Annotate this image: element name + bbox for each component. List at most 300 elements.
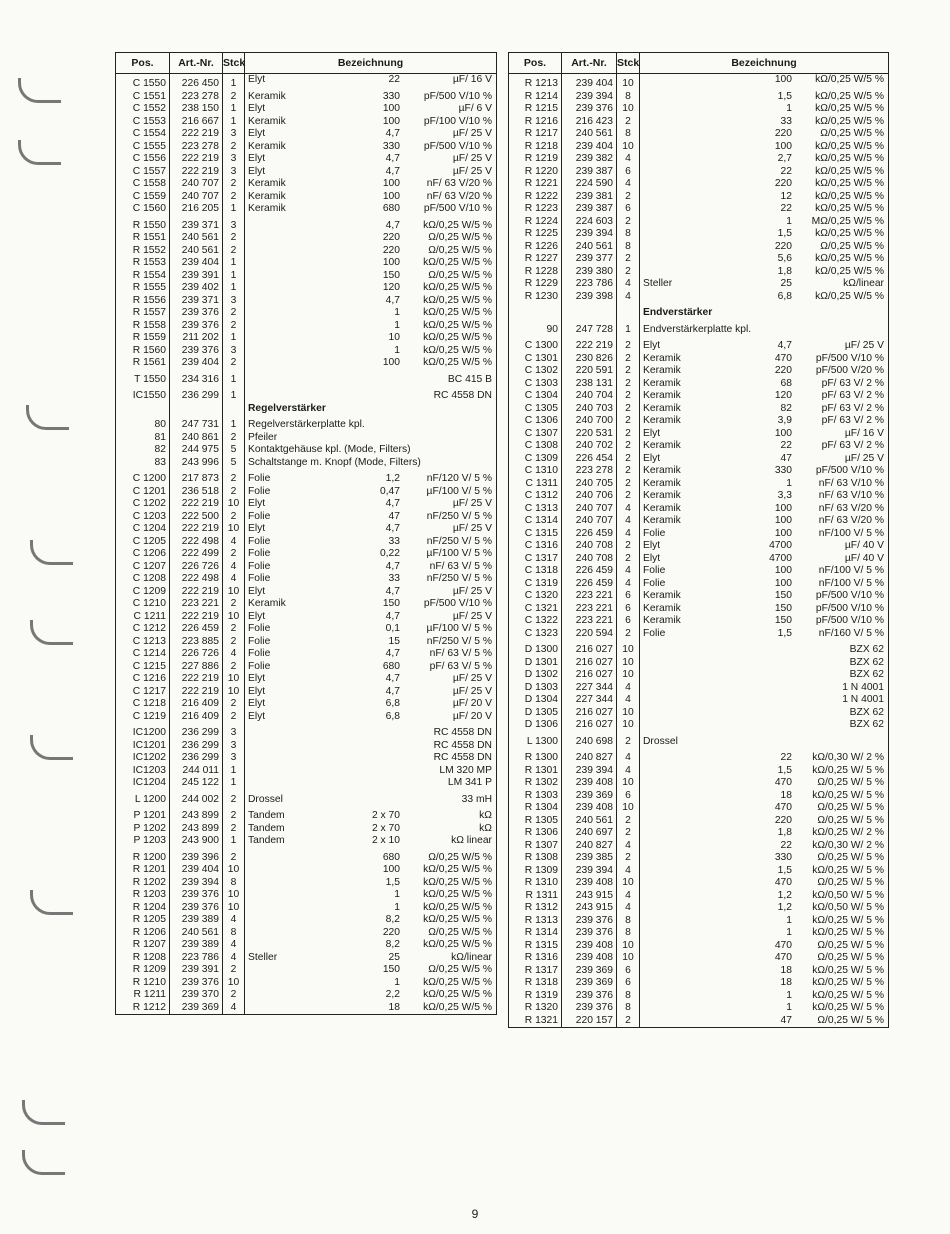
part-unit: nF/100 V/ 5 % [818, 577, 884, 589]
table-row [116, 282, 497, 295]
table-row [509, 403, 889, 416]
description-cell [245, 686, 497, 699]
quantity-cell: 4 [223, 914, 245, 927]
art-nr-cell: 211 202 [170, 332, 223, 345]
art-nr-cell: 220 531 [562, 428, 617, 441]
pos-cell: 80 [116, 419, 170, 432]
art-nr-cell: 226 726 [170, 561, 223, 574]
quantity-cell: 10 [617, 669, 640, 682]
part-type: Keramik [643, 390, 681, 401]
description-cell [245, 927, 497, 940]
part-value: 100 [774, 502, 792, 514]
description-cell [245, 777, 497, 790]
description-cell [245, 611, 497, 624]
description-cell [245, 711, 497, 724]
part-designation: 1 N 4001 [842, 694, 884, 705]
part-designation: BZX 62 [849, 656, 884, 668]
part-type: Folie [248, 648, 271, 659]
art-nr-cell: 239 408 [562, 940, 617, 953]
quantity-cell: 2 [617, 415, 640, 428]
part-unit: kΩ [479, 810, 492, 821]
art-nr-cell: 227 886 [170, 661, 223, 674]
description-cell [640, 682, 889, 695]
part-unit: kΩ [479, 822, 492, 834]
art-nr-cell: 243 900 [170, 835, 223, 848]
art-nr-cell: 226 450 [170, 74, 223, 91]
art-nr-cell: 239 371 [170, 220, 223, 233]
table-row [116, 586, 497, 599]
table-row [509, 266, 889, 279]
art-nr-cell: 239 369 [562, 965, 617, 978]
quantity-cell: 8 [617, 990, 640, 1003]
quantity-cell: 10 [617, 940, 640, 953]
table-header-row [116, 53, 497, 74]
pos-cell: R 1224 [509, 216, 562, 229]
description-cell [640, 378, 889, 391]
part-type: Kontaktgehäuse kpl. (Mode, Filters) [248, 444, 411, 455]
part-unit: Ω/0,25 W/ 5 % [817, 852, 884, 863]
quantity-cell: 4 [617, 528, 640, 541]
part-value: 1 [786, 914, 792, 926]
part-unit: kΩ/0,25 W/5 % [423, 307, 492, 318]
pos-cell: R 1213 [509, 74, 562, 91]
description-cell [245, 178, 497, 191]
quantity-cell: 4 [617, 503, 640, 516]
quantity-cell: 1 [223, 777, 245, 790]
description-cell [640, 415, 889, 428]
description-cell [245, 91, 497, 104]
description-cell [245, 752, 497, 765]
part-type: Keramik [643, 415, 681, 426]
table-row [116, 711, 497, 724]
description-cell [245, 307, 497, 320]
description-cell [245, 332, 497, 345]
description-cell [245, 548, 497, 561]
binder-hole-mark [26, 405, 69, 430]
art-nr-cell: 240 561 [170, 245, 223, 258]
part-type: Elyt [248, 610, 266, 622]
art-nr-cell: 239 385 [562, 852, 617, 865]
part-type: Keramik [643, 440, 681, 451]
part-unit: kΩ/0,25 W/5 % [815, 190, 884, 202]
description-cell [640, 777, 889, 790]
part-unit: pF/ 63 V/ 2 % [821, 440, 884, 451]
table-row [509, 578, 889, 591]
quantity-cell: 4 [617, 278, 640, 291]
pos-cell: IC1201 [116, 740, 170, 753]
art-nr-cell: 240 707 [562, 503, 617, 516]
description-cell [640, 166, 889, 179]
description-cell [245, 166, 497, 179]
header-pos: Pos. [509, 53, 562, 74]
pos-cell: R 1317 [509, 965, 562, 978]
art-nr-cell: 226 459 [562, 565, 617, 578]
header-pos: Pos. [116, 53, 170, 74]
part-designation: BZX 62 [849, 719, 884, 730]
quantity-cell: 10 [617, 141, 640, 154]
part-unit: kΩ/0,25 W/ 5 % [812, 789, 884, 801]
pos-cell: R 1302 [509, 777, 562, 790]
pos-cell: C 1305 [509, 403, 562, 416]
pos-cell: 83 [116, 457, 170, 470]
part-unit: pF/500 V/10 % [423, 203, 492, 214]
table-row [116, 178, 497, 191]
pos-cell: C 1559 [116, 191, 170, 204]
quantity-cell: 10 [223, 977, 245, 990]
quantity-cell: 4 [617, 840, 640, 853]
part-value: 1,2 [777, 889, 792, 901]
pos-cell: R 1207 [116, 939, 170, 952]
table-row [509, 603, 889, 616]
filler-cell [562, 1027, 617, 1028]
pos-cell: R 1311 [509, 890, 562, 903]
art-nr-cell: 222 500 [170, 511, 223, 524]
description-cell [245, 270, 497, 283]
art-nr-cell: 239 376 [562, 915, 617, 928]
part-type: Elyt [643, 452, 661, 464]
filler-cell [617, 1027, 640, 1028]
pos-cell: R 1203 [116, 889, 170, 902]
description-cell [245, 444, 497, 457]
quantity-cell: 4 [617, 865, 640, 878]
quantity-cell: 4 [617, 890, 640, 903]
table-row [509, 952, 889, 965]
part-unit: kΩ/0,25 W/5 % [815, 90, 884, 102]
table-row [509, 178, 889, 191]
pos-cell: R 1312 [509, 902, 562, 915]
part-type: Elyt [248, 523, 266, 534]
pos-cell: R 1218 [509, 141, 562, 154]
art-nr-cell: 238 150 [170, 103, 223, 116]
description-cell [640, 977, 889, 990]
pos-cell: C 1320 [509, 590, 562, 603]
part-unit: kΩ/0,25 W/ 5 % [812, 989, 884, 1001]
quantity-cell: 3 [223, 727, 245, 740]
part-unit: µF/ 20 V [452, 698, 492, 709]
pos-cell [509, 307, 562, 320]
art-nr-cell: 223 278 [562, 465, 617, 478]
quantity-cell: 2 [617, 827, 640, 840]
description-cell [245, 573, 497, 586]
quantity-cell: 6 [617, 603, 640, 616]
art-nr-cell: 239 408 [562, 777, 617, 790]
part-value: 4,7 [385, 685, 400, 697]
quantity-cell: 2 [223, 711, 245, 724]
description-cell [245, 282, 497, 295]
description-cell [245, 523, 497, 536]
art-nr-cell: 222 219 [562, 340, 617, 353]
description-cell [245, 74, 497, 91]
quantity-cell: 2 [223, 810, 245, 823]
table-row [116, 902, 497, 915]
description-cell [245, 889, 497, 902]
quantity-cell: 10 [223, 864, 245, 877]
pos-cell: C 1216 [116, 673, 170, 686]
quantity-cell: 8 [617, 927, 640, 940]
part-designation: RC 4558 DN [433, 390, 492, 401]
table-row [116, 74, 497, 91]
part-value: 68 [780, 377, 792, 389]
quantity-cell: 1 [223, 374, 245, 387]
part-type: Folie [248, 485, 271, 497]
pos-cell: C 1323 [509, 628, 562, 641]
description-cell [245, 623, 497, 636]
quantity-cell: 2 [223, 964, 245, 977]
art-nr-cell: 239 380 [562, 266, 617, 279]
part-unit: µF/ 25 V [452, 585, 492, 597]
description-cell [640, 590, 889, 603]
art-nr-cell: 240 561 [170, 232, 223, 245]
table-row [116, 91, 497, 104]
part-designation: BZX 62 [849, 644, 884, 655]
part-unit: Ω/0,25 W/5 % [428, 269, 492, 281]
quantity-cell: 2 [223, 598, 245, 611]
part-value: 4,7 [385, 610, 400, 622]
pos-cell: R 1558 [116, 320, 170, 333]
part-value: 22 [780, 165, 792, 177]
quantity-cell: 8 [617, 228, 640, 241]
table-row [116, 320, 497, 333]
header-bezeichnung: Bezeichnung [640, 53, 889, 74]
part-type: Drossel [248, 793, 283, 805]
header-stck: Stck [223, 53, 245, 74]
quantity-cell: 1 [223, 203, 245, 216]
part-value: 100 [382, 864, 400, 875]
quantity-cell: 3 [223, 153, 245, 166]
table-row [116, 939, 497, 952]
pos-cell: C 1208 [116, 573, 170, 586]
part-unit: pF/ 63 V/ 2 % [821, 415, 884, 426]
description-cell [640, 752, 889, 765]
pos-cell: R 1226 [509, 241, 562, 254]
part-value: 8,2 [385, 914, 400, 925]
part-type: Folie [248, 560, 271, 572]
pos-cell: D 1301 [509, 657, 562, 670]
quantity-cell: 4 [617, 515, 640, 528]
art-nr-cell: 240 707 [170, 178, 223, 191]
art-nr-cell: 239 376 [562, 990, 617, 1003]
art-nr-cell: 223 278 [170, 91, 223, 104]
part-unit: kΩ/0,25 W/5 % [423, 889, 492, 900]
art-nr-cell: 227 344 [562, 694, 617, 707]
part-value: 220 [774, 814, 792, 826]
quantity-cell: 2 [223, 320, 245, 333]
pos-cell: C 1313 [509, 503, 562, 516]
part-value: 1,2 [385, 473, 400, 484]
description-cell [640, 216, 889, 229]
part-value: 2 x 70 [371, 810, 400, 821]
pos-cell: R 1550 [116, 220, 170, 233]
part-value: 2 x 70 [371, 822, 400, 834]
quantity-cell: 2 [223, 473, 245, 486]
art-nr-cell: 243 915 [562, 890, 617, 903]
table-row [509, 74, 889, 91]
art-nr-cell: 222 219 [170, 166, 223, 179]
part-value: 4,7 [385, 294, 400, 306]
art-nr-cell: 240 705 [562, 478, 617, 491]
pos-cell: R 1227 [509, 253, 562, 266]
description-cell [640, 657, 889, 670]
description-cell [245, 403, 497, 416]
pos-cell: R 1560 [116, 345, 170, 358]
pos-cell: R 1222 [509, 191, 562, 204]
part-unit: kΩ/0,25 W/5 % [423, 914, 492, 925]
description-cell [245, 498, 497, 511]
part-unit: kΩ/0,25 W/5 % [815, 228, 884, 239]
description-cell [640, 428, 889, 441]
quantity-cell: 10 [617, 719, 640, 732]
quantity-cell: 1 [223, 282, 245, 295]
art-nr-cell: 223 786 [170, 952, 223, 965]
table-row [116, 357, 497, 370]
description-cell [245, 977, 497, 990]
part-unit: Ω/0,25 W/ 5 % [817, 814, 884, 826]
pos-cell: R 1314 [509, 927, 562, 940]
part-type: Drossel [643, 735, 678, 747]
art-nr-cell [562, 307, 617, 320]
table-row [116, 765, 497, 778]
quantity-cell: 4 [617, 902, 640, 915]
art-nr-cell: 216 027 [562, 657, 617, 670]
part-value: 680 [382, 203, 400, 214]
part-unit: µF/ 25 V [452, 610, 492, 622]
pos-cell: IC1550 [116, 390, 170, 403]
description-cell [245, 740, 497, 753]
quantity-cell: 8 [617, 915, 640, 928]
table-row [509, 977, 889, 990]
description-cell [640, 865, 889, 878]
part-unit: kΩ/0,25 W/5 % [423, 219, 492, 231]
part-value: 100 [774, 577, 792, 589]
art-nr-cell: 226 459 [562, 578, 617, 591]
table-row [116, 777, 497, 790]
art-nr-cell: 222 219 [170, 673, 223, 686]
pos-cell: C 1550 [116, 74, 170, 91]
part-type: Elyt [248, 74, 266, 85]
part-unit: Ω/0,25 W/5 % [428, 851, 492, 863]
pos-cell: C 1311 [509, 478, 562, 491]
part-unit: kΩ/0,25 W/5 % [815, 203, 884, 214]
table-row [509, 719, 889, 732]
art-nr-cell: 239 389 [170, 939, 223, 952]
quantity-cell: 4 [223, 952, 245, 965]
part-type: Folie [643, 577, 666, 589]
description-cell [245, 598, 497, 611]
pos-cell: C 1307 [509, 428, 562, 441]
part-unit: Ω/0,25 W/5 % [428, 964, 492, 975]
table-row [116, 598, 497, 611]
pos-cell: C 1302 [509, 365, 562, 378]
art-nr-cell: 239 389 [170, 914, 223, 927]
part-designation: BZX 62 [849, 669, 884, 680]
part-unit: kΩ/0,25 W/ 5 % [812, 964, 884, 976]
part-value: 4700 [769, 540, 792, 551]
part-value: 100 [774, 527, 792, 539]
part-unit: nF/ 63 V/20 % [426, 178, 492, 189]
part-unit: kΩ/0,25 W/5 % [815, 178, 884, 189]
part-unit: kΩ/0,25 W/5 % [815, 265, 884, 277]
part-value: 470 [774, 352, 792, 364]
pos-cell: C 1560 [116, 203, 170, 216]
pos-cell: R 1309 [509, 865, 562, 878]
art-nr-cell: 243 899 [170, 810, 223, 823]
part-value: 47 [780, 1014, 792, 1026]
part-unit: µF/100 V/ 5 % [426, 485, 492, 497]
part-unit: kΩ/0,25 W/5 % [815, 115, 884, 127]
description-cell [640, 153, 889, 166]
art-nr-cell: 239 376 [170, 320, 223, 333]
quantity-cell: 2 [617, 428, 640, 441]
filler-cell [640, 1027, 889, 1028]
quantity-cell: 1 [223, 419, 245, 432]
pos-cell: C 1202 [116, 498, 170, 511]
part-value: 4,7 [385, 648, 400, 659]
quantity-cell: 1 [223, 835, 245, 848]
pos-cell: C 1204 [116, 523, 170, 536]
table-row [116, 977, 497, 990]
art-nr-cell: 239 369 [170, 1002, 223, 1015]
pos-cell: D 1306 [509, 719, 562, 732]
pos-cell: C 1212 [116, 623, 170, 636]
part-unit: nF/ 63 V/10 % [818, 477, 884, 489]
part-unit: pF/500 V/10 % [815, 615, 884, 626]
pos-cell: R 1553 [116, 257, 170, 270]
pos-cell: R 1223 [509, 203, 562, 216]
part-value: 1 [786, 927, 792, 938]
table-header-row [509, 53, 889, 74]
pos-cell: C 1213 [116, 636, 170, 649]
art-nr-cell: 226 454 [562, 453, 617, 466]
art-nr-cell: 236 299 [170, 727, 223, 740]
pos-cell: IC1203 [116, 765, 170, 778]
table-row [509, 902, 889, 915]
art-nr-cell: 239 376 [170, 889, 223, 902]
part-unit: Ω/0,25 W/ 5 % [817, 802, 884, 813]
part-unit: pF/500 V/10 % [815, 352, 884, 364]
art-nr-cell: 240 707 [170, 191, 223, 204]
description-cell [640, 578, 889, 591]
quantity-cell: 8 [223, 877, 245, 890]
quantity-cell: 3 [223, 128, 245, 141]
table-row [116, 698, 497, 711]
table-row [509, 153, 889, 166]
art-nr-cell: 240 698 [562, 736, 617, 749]
description-cell [245, 153, 497, 166]
part-unit: kΩ/0,25 W/5 % [815, 253, 884, 264]
part-unit: kΩ/0,25 W/ 5 % [812, 1002, 884, 1013]
quantity-cell: 4 [223, 536, 245, 549]
art-nr-cell: 240 561 [562, 815, 617, 828]
filler-cell [116, 1014, 170, 1015]
table-row [509, 669, 889, 682]
quantity-cell: 6 [617, 790, 640, 803]
art-nr-cell: 239 404 [562, 141, 617, 154]
part-type: Elyt [248, 165, 266, 177]
part-type: Elyt [248, 673, 266, 684]
quantity-cell: 3 [223, 166, 245, 179]
description-cell [245, 419, 497, 432]
part-value: 150 [382, 598, 400, 609]
part-unit: µF/ 25 V [452, 673, 492, 684]
pos-cell: C 1214 [116, 648, 170, 661]
part-unit: MΩ/0,25 W/5 % [811, 215, 884, 227]
quantity-cell: 2 [223, 307, 245, 320]
parts-table-right [508, 52, 889, 1028]
art-nr-cell: 222 219 [170, 586, 223, 599]
quantity-cell: 10 [223, 673, 245, 686]
table-row [509, 490, 889, 503]
part-value: 1 [786, 477, 792, 489]
